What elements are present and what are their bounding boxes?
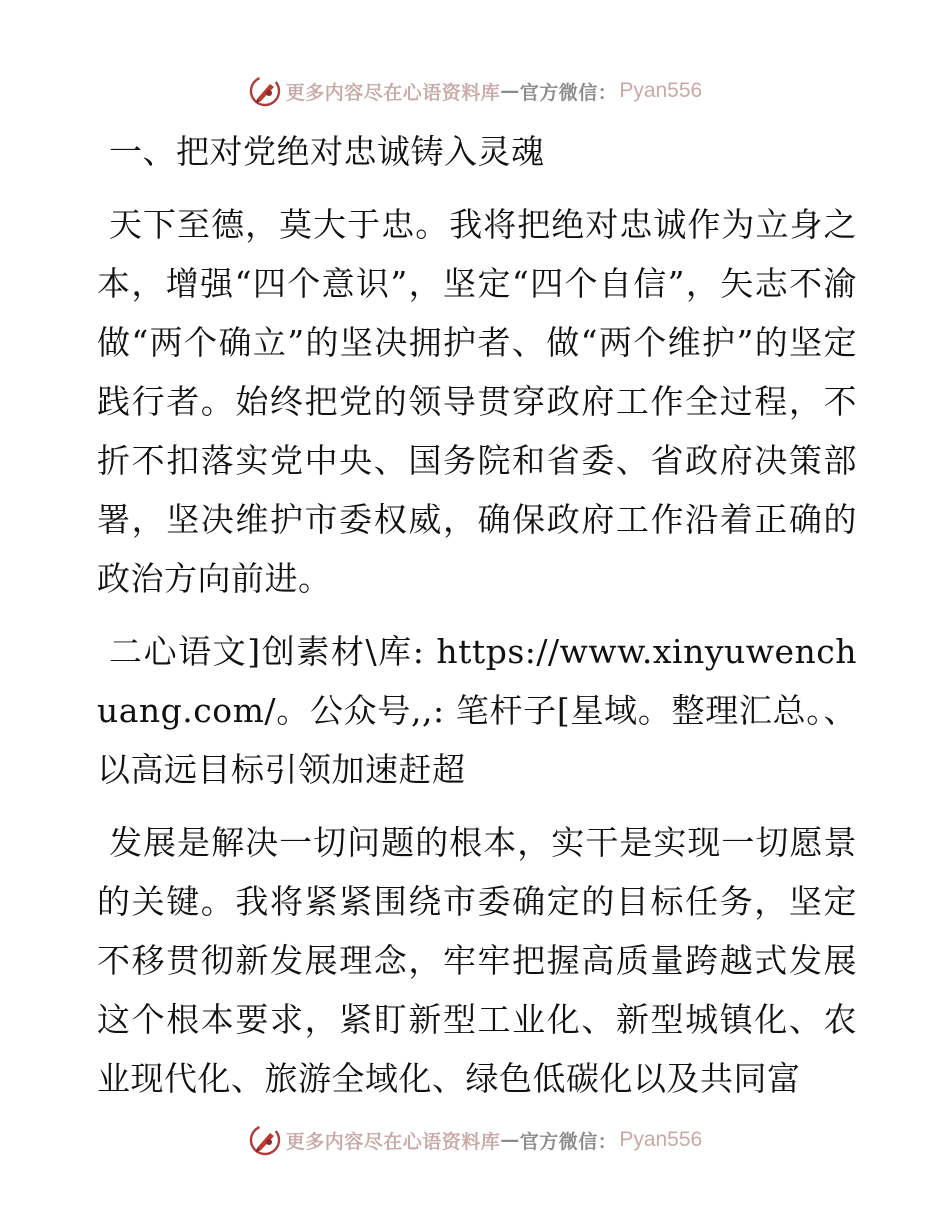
document-body <box>97 122 857 1108</box>
body-paragraph: 二心语文]创素材\库: https://www.xinyuwenchuang.com/。公众号,,: 笔杆子[星域。整理汇总。、以高远目标引领加速赶超 <box>97 632 857 789</box>
body-paragraph: 发展是解决一切问题的根本，实干是实现一切愿景的关键。我将紧紧围绕市委确定的目标任务，坚定不移贯彻新发展理念，牢牢把握高质量跨越式发展这个根本要求，紧盯新型工业化、新型城镇化、农业现代化、旅游全域化、绿色低碳化以及共同富 <box>97 823 857 1098</box>
pen-circle-icon <box>248 74 282 108</box>
banner-code: Pyan556 <box>619 1128 703 1151</box>
footer-watermark-banner <box>0 1120 950 1160</box>
banner-label: 官方微信： <box>519 1130 618 1153</box>
banner-code: Pyan556 <box>619 79 703 102</box>
banner-text: 更多内容尽在心语资料库 <box>285 81 501 104</box>
banner-text: 更多内容尽在心语资料库 <box>285 1130 501 1153</box>
banner-dash: — <box>500 1129 520 1151</box>
body-paragraph: 天下至德，莫大于忠。我将把绝对忠诚作为立身之本，增强“四个意识”，坚定“四个自信”，矢志不渝做“两个确立”的坚决拥护者、做“两个维护”的坚定践行者。始终把党的领导贯穿政府工作全过程，不折不扣落实党中央、国务院和省委、省政府决策部署，坚决维护市委权威，确保政府工作沿着正确的政治方向前进。 <box>97 205 857 598</box>
header-watermark-banner <box>0 71 950 111</box>
banner-label: 官方微信： <box>519 81 618 104</box>
banner-dash: — <box>500 80 520 102</box>
section-heading: 一、把对党绝对忠诚铸入灵魂 <box>109 132 545 171</box>
pen-circle-icon <box>248 1123 282 1157</box>
